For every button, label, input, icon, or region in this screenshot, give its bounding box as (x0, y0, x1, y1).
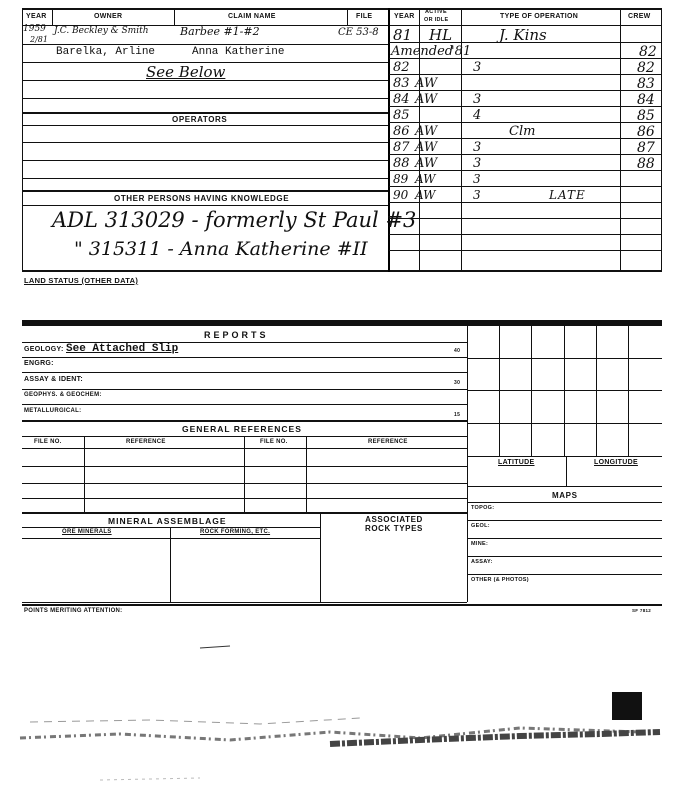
map-other-photos: OTHER (& PHOTOS) (471, 577, 529, 583)
log-initials: AW (415, 156, 438, 171)
header-year-log: YEAR (394, 13, 415, 20)
log-initials: AW (415, 76, 438, 91)
map-assay: ASSAY: (471, 559, 493, 565)
report-row-rule (22, 372, 467, 373)
table-bottom-border (22, 270, 662, 272)
map-row-rule (468, 574, 662, 575)
log-year: Amended (391, 44, 454, 59)
operators-row-3 (22, 178, 388, 179)
entry-year: 1959 (23, 24, 46, 34)
map-topog: TOPOG: (471, 505, 495, 511)
log-initials: AW (415, 188, 436, 202)
log-rule (389, 202, 662, 203)
log-type: 3 (473, 92, 482, 107)
grid-line (596, 326, 597, 456)
land-status-label: LAND STATUS (OTHER DATA) (24, 276, 139, 285)
header-idle: OR IDLE (424, 17, 449, 23)
log-rule (389, 234, 662, 235)
divider-year-owner (52, 8, 53, 25)
ore-minerals-label: ORE MINERALS (62, 529, 112, 535)
header-file: FILE (356, 13, 373, 20)
log-crew: 82 (637, 60, 655, 76)
table-left-border (22, 8, 23, 272)
operators-top-rule (22, 112, 388, 114)
log-type: 3 (473, 172, 481, 186)
divider-claim-file (347, 8, 348, 25)
gr-col-divider (244, 436, 245, 514)
mineral-associated-divider (320, 512, 321, 602)
general-references-header: GENERAL REFERENCES (182, 424, 302, 434)
map-geol: GEOL: (471, 523, 490, 529)
log-crew: 86 (637, 124, 655, 140)
mineral-bottom-rule (22, 602, 467, 603)
log-crew: 87 (637, 140, 655, 156)
maps-header-rule (468, 502, 662, 503)
report-row-rule (22, 389, 467, 390)
mineral-subheader-rule (22, 538, 320, 539)
log-year: 87 (393, 140, 410, 155)
log-year: 90 (393, 188, 409, 202)
header-claim-name: CLAIM NAME (228, 13, 276, 20)
operators-row-1 (22, 142, 388, 143)
grid-line (468, 390, 662, 391)
other-persons-line-2: " 315311 - Anna Katherine #II (74, 238, 368, 260)
log-year: 84 (393, 92, 410, 107)
grid-line (531, 326, 532, 456)
entry-owner-handwritten: J.C. Beckley & Smith (54, 26, 149, 36)
report-code-geology: 40 (454, 348, 461, 354)
operation-log (389, 25, 662, 270)
entry-see-below: See Below (146, 63, 226, 81)
maps-top-rule (468, 486, 662, 487)
scan-noise-artifact (0, 620, 678, 804)
log-initials: AW (415, 172, 436, 186)
log-crew: 84 (637, 92, 655, 108)
log-type: J. Kins (499, 26, 547, 44)
log-year: 83 (393, 76, 410, 91)
mineral-assemblage-header: MINERAL ASSEMBLAGE (108, 516, 227, 526)
log-initials: AW (415, 140, 438, 155)
log-type: 3 (473, 188, 481, 202)
grid-line (499, 326, 500, 456)
log-type: Clm (509, 124, 536, 139)
operators-header-rule (22, 125, 388, 126)
gr-col-file-no-2: FILE NO. (260, 439, 288, 445)
grid-line (564, 326, 565, 456)
log-rule (389, 186, 662, 187)
entry-file-handwritten: CE 53-8 (338, 27, 379, 38)
header-type-of-operation: TYPE OF OPERATION (500, 13, 579, 20)
form-number: SF 7812 (632, 608, 652, 613)
log-crew: 88 (637, 156, 655, 172)
mineral-header-rule (22, 527, 320, 528)
grid-line (468, 358, 662, 359)
report-label-metallurgical: METALLURGICAL: (24, 408, 82, 414)
report-label-geology: GEOLOGY: (24, 346, 64, 353)
log-rule (389, 218, 662, 219)
log-rule (389, 122, 662, 123)
points-meriting-attention-label: POINTS MERITING ATTENTION: (24, 608, 123, 614)
header-crew: CREW (628, 13, 651, 20)
location-left-border (467, 326, 468, 602)
longitude-label: LONGITUDE (594, 459, 638, 466)
log-year: 88 (393, 156, 410, 171)
report-label-engrg: ENGRG: (24, 360, 54, 367)
gr-col-divider (306, 436, 307, 514)
log-rule (389, 250, 662, 251)
log-type: 3 (473, 156, 482, 171)
owner-row-1 (22, 44, 388, 45)
header-year: YEAR (26, 13, 47, 20)
divider-owner-claim (174, 8, 175, 25)
other-persons-top-rule (22, 190, 388, 192)
log-year: 89 (393, 172, 409, 186)
header-active: ACTIVE (425, 9, 447, 15)
log-year: 85 (393, 108, 410, 123)
location-grid (468, 326, 662, 456)
map-mine: MINE: (471, 541, 489, 547)
header-owner: OWNER (94, 13, 123, 20)
map-row-rule (468, 520, 662, 521)
claim-history-table (22, 8, 662, 272)
gr-col-reference-2: REFERENCE (368, 439, 408, 445)
entry-claim-typed: Anna Katherine (192, 46, 285, 58)
log-crew: 82 (639, 44, 657, 60)
log-initials: '81 (451, 44, 472, 59)
log-year: 82 (393, 60, 410, 75)
gr-col-divider (84, 436, 85, 514)
form-bottom-rule (22, 604, 662, 606)
other-persons-line-1: ADL 313029 - formerly St Paul #3 (52, 208, 417, 232)
log-type: 4 (473, 108, 482, 123)
log-crew-late: LATE (549, 188, 586, 202)
entry-owner-typed: Barelka, Arline (56, 46, 156, 58)
report-row-rule (22, 357, 467, 358)
log-year: 86 (393, 124, 410, 139)
reports-form (22, 320, 662, 610)
report-label-geophys: GEOPHYS. & GEOCHEM: (24, 392, 102, 398)
operators-header: OPERATORS (172, 115, 228, 124)
log-rule (389, 74, 662, 75)
owner-row-4 (22, 98, 388, 99)
map-row-rule (468, 556, 662, 557)
lat-long-top-rule (468, 456, 662, 457)
table-top-border (22, 8, 662, 10)
latitude-label: LATITUDE (498, 459, 535, 466)
log-initials: HL (429, 26, 453, 44)
log-type: 3 (473, 60, 482, 75)
grid-line (468, 423, 662, 424)
mineral-top-rule (22, 512, 467, 514)
log-initials: AW (415, 124, 438, 139)
general-references-top-rule (22, 420, 467, 422)
gr-col-file-no-1: FILE NO. (34, 439, 62, 445)
report-code-metallurgical: 15 (454, 412, 461, 418)
report-value-geology: See Attached Slip (66, 343, 179, 355)
gr-col-reference-1: REFERENCE (126, 439, 166, 445)
operators-row-2 (22, 160, 388, 161)
log-crew: 83 (637, 76, 655, 92)
log-crew: 85 (637, 108, 655, 124)
maps-header: MAPS (552, 491, 578, 500)
log-year: 81 (393, 26, 413, 44)
reports-header: REPORTS (204, 330, 269, 340)
map-row-rule (468, 538, 662, 539)
grid-line (628, 326, 629, 456)
other-persons-header-rule (22, 205, 388, 206)
report-label-assay: ASSAY & IDENT: (24, 376, 84, 383)
entry-claim-handwritten: Barbee #1-#2 (180, 25, 260, 38)
rock-forming-label: ROCK FORMING, ETC. (200, 529, 271, 535)
lat-long-divider (566, 456, 567, 486)
report-row-rule (22, 404, 467, 405)
other-persons-header: OTHER PERSONS HAVING KNOWLEDGE (114, 194, 290, 203)
entry-year-sub: 2/81 (30, 35, 48, 44)
associated-rock-types-header: ASSOCIATED ROCK TYPES (364, 515, 423, 533)
report-code-assay: 30 (454, 380, 461, 386)
log-type: 3 (473, 140, 482, 155)
log-initials: AW (415, 92, 438, 107)
